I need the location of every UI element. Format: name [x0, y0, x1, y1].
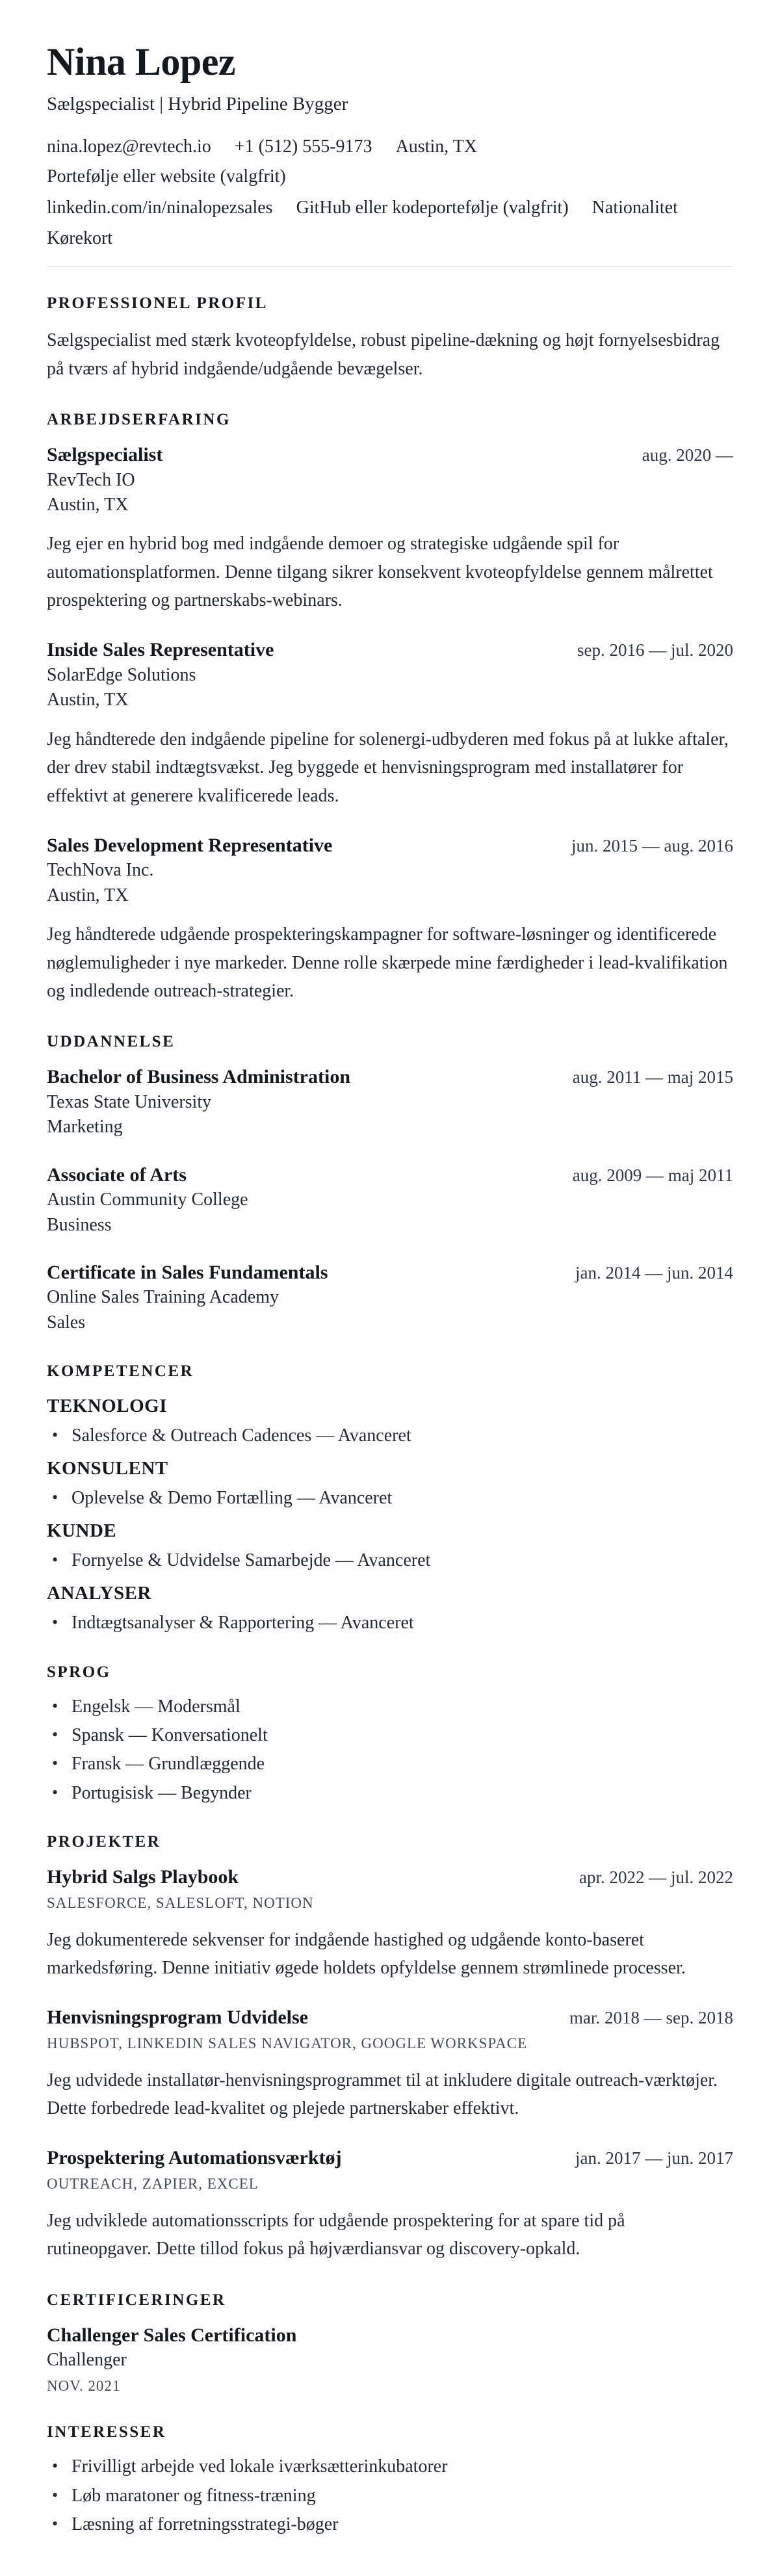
job-dates: jun. 2015 — aug. 2016 [571, 835, 733, 855]
skill-group [47, 1457, 733, 1510]
skill-item: • Oplevelse & Demo Fortælling — Avanceret [47, 1487, 733, 1510]
interest-item: • Løb maratoner og fitness-træning [47, 2484, 733, 2508]
skill-item: • Indtægtsanalyser & Rapportering — Avanceret [47, 1611, 733, 1635]
job-location: Austin, TX [47, 494, 129, 515]
project-entry [47, 1865, 733, 1982]
section-heading-education: UDDANNELSE [47, 1033, 176, 1051]
skill-item: • Salesforce & Outreach Cadences — Avanceret [47, 1424, 733, 1448]
project-entry [47, 2005, 733, 2122]
job-title: Sælgspecialist [47, 444, 163, 466]
education-entry [47, 1163, 733, 1237]
section-heading-interests: INTERESSER [47, 2423, 166, 2441]
experience-entry [47, 638, 733, 809]
project-tools: SALESFORCE, SALESLOFT, NOTION [47, 1894, 314, 1911]
profile-summary: Sælgspecialist med stærk kvoteopfyldelse, robust pipeline-dækning og højt fornyelsesbidrag på tværs af hybrid indgående/udgående bevægelser. [47, 330, 720, 379]
certification-entry [47, 2323, 733, 2396]
education-entry [47, 1065, 733, 1139]
contact-info [47, 135, 733, 251]
resume-headline: Sælgspecialist | Hybrid Pipeline Bygger [47, 94, 348, 114]
field-of-study: Marketing [47, 1117, 123, 1138]
project-title: Henvisningsprogram Udvidelse [47, 2007, 308, 2029]
interest-item: • Frivilligt arbejde ved lokale iværksætterinkubatorer [47, 2455, 733, 2478]
field-of-study: Sales [47, 1312, 86, 1333]
language-item: • Fransk — Grundlæggende [47, 1752, 733, 1776]
skill-list [47, 1487, 733, 1510]
skill-group-name: TEKNOLOGI [47, 1396, 167, 1417]
contact-row-1 [47, 135, 733, 189]
skill-group [47, 1581, 733, 1635]
contact-location: Austin, TX [395, 136, 478, 157]
contact-linkedin: linkedin.com/in/ninalopezsales [47, 198, 273, 218]
project-description: Jeg udvidede installatør-henvisningsprogrammet til at inkludere digitale outreach-værktøjer. Dette forbedrede lead-kvalitet og plejede partnerskaber effektivt. [47, 2070, 718, 2119]
project-dates: jan. 2017 — jun. 2017 [575, 2148, 733, 2168]
job-dates: sep. 2016 — jul. 2020 [577, 640, 733, 660]
section-experience [47, 410, 733, 1005]
certification-issuer: Challenger [47, 2350, 127, 2371]
section-profile [47, 294, 733, 383]
contact-license: Kørekort [47, 228, 113, 248]
section-languages [47, 1663, 733, 1806]
project-tools: OUTREACH, ZAPIER, EXCEL [47, 2175, 259, 2192]
skill-group [47, 1394, 733, 1448]
project-dates: mar. 2018 — sep. 2018 [569, 2008, 733, 2028]
job-company: RevTech IO [47, 469, 135, 490]
interest-list [47, 2455, 733, 2536]
skill-group-name: ANALYSER [47, 1583, 151, 1604]
section-heading-projects: PROJEKTER [47, 1833, 161, 1851]
school-name: Texas State University [47, 1091, 212, 1112]
job-dates: aug. 2020 — [642, 445, 733, 465]
skill-list [47, 1424, 733, 1448]
project-description: Jeg udviklede automationsscripts for udgående prospektering for at spare tid på rutineopgaver. Dette tillod fokus på højværdiansvar og discovery-opkald. [47, 2210, 625, 2259]
skill-list [47, 1549, 733, 1572]
section-interests [47, 2423, 733, 2536]
contact-nationality: Nationalitet [592, 198, 678, 218]
job-location: Austin, TX [47, 885, 129, 905]
job-company: SolarEdge Solutions [47, 664, 196, 685]
project-tools: HUBSPOT, LINKEDIN SALES NAVIGATOR, GOOGLE WORKSPACE [47, 2035, 528, 2051]
education-entry [47, 1260, 733, 1334]
job-title: Sales Development Representative [47, 834, 333, 856]
school-name: Online Sales Training Academy [47, 1287, 279, 1308]
certification-date: NOV. 2021 [47, 2377, 121, 2394]
education-dates: jan. 2014 — jun. 2014 [575, 1262, 733, 1282]
section-certifications [47, 2291, 733, 2396]
contact-row-2 [47, 196, 733, 250]
project-title: Hybrid Salgs Playbook [47, 1866, 239, 1888]
skill-item: • Fornyelse & Udvidelse Samarbejde — Avanceret [47, 1549, 733, 1572]
project-title: Prospektering Automationsværktøj [47, 2147, 342, 2169]
project-description: Jeg dokumenterede sekvenser for indgående hastighed og udgående konto-baseret markedsføring. Denne initiativ øgede holdets opfyldelse gennem strømlinede processer. [47, 1929, 686, 1978]
section-heading-skills: KOMPETENCER [47, 1362, 194, 1381]
job-title: Inside Sales Representative [47, 639, 274, 661]
job-description: Jeg ejer en hybrid bog med indgående demoer og strategiske udgående spil for automationsplatformen. Denne tilgang sikrer konsekvent kvoteopfyldelse gennem målrettet prospektering og partnerskabs-webinars. [47, 534, 713, 611]
job-description: Jeg håndterede den indgående pipeline for solenergi-udbyderen med fokus på at lukke aftaler, der drev stabil indtægtsvækst. Jeg byggede et henvisningsprogram med installatører for effektivt at generere kvalificerede leads. [47, 729, 729, 806]
project-entry [47, 2146, 733, 2263]
skill-list [47, 1611, 733, 1635]
skill-group-name: KUNDE [47, 1520, 117, 1542]
language-item: • Engelsk — Modersmål [47, 1695, 733, 1719]
certification-title: Challenger Sales Certification [47, 2324, 297, 2346]
section-heading-certifications: CERTIFICERINGER [47, 2291, 226, 2309]
contact-email: nina.lopez@revtech.io [47, 136, 211, 157]
language-item: • Spansk — Konversationelt [47, 1724, 733, 1747]
education-dates: aug. 2011 — maj 2015 [572, 1067, 733, 1087]
section-skills [47, 1362, 733, 1635]
skill-group [47, 1519, 733, 1572]
degree-title: Associate of Arts [47, 1164, 187, 1186]
section-heading-profile: PROFESSIONEL PROFIL [47, 294, 268, 313]
job-location: Austin, TX [47, 690, 129, 710]
language-item: • Portugisisk — Begynder [47, 1782, 733, 1805]
contact-website: Portefølje eller website (valgfrit) [47, 166, 286, 187]
interest-item: • Læsning af forretningsstrategi-bøger [47, 2513, 733, 2536]
contact-phone: +1 (512) 555-9173 [234, 136, 372, 157]
section-heading-languages: SPROG [47, 1663, 111, 1681]
education-dates: aug. 2009 — maj 2011 [572, 1165, 733, 1185]
field-of-study: Business [47, 1214, 112, 1235]
skill-group-name: KONSULENT [47, 1458, 168, 1479]
section-education [47, 1032, 733, 1334]
job-company: TechNova Inc. [47, 860, 154, 881]
project-dates: apr. 2022 — jul. 2022 [579, 1867, 733, 1888]
experience-entry [47, 833, 733, 1005]
resume-name: Nina Lopez [47, 40, 236, 83]
job-description: Jeg håndterede udgående prospekteringskampagner for software-løsninger og identificerede nøglemuligheder i nye markeder. Denne rolle skærpede mine færdigheder i lead-kvalifikation og indledende outreach-strategier. [47, 924, 728, 1001]
section-projects [47, 1832, 733, 2263]
experience-entry [47, 443, 733, 614]
degree-title: Certificate in Sales Fundamentals [47, 1261, 328, 1283]
resume-header [47, 40, 733, 267]
school-name: Austin Community College [47, 1190, 248, 1210]
degree-title: Bachelor of Business Administration [47, 1066, 351, 1088]
contact-github: GitHub eller kodeportefølje (valgfrit) [296, 198, 569, 218]
language-list [47, 1695, 733, 1806]
section-heading-experience: ARBEJDSERFARING [47, 411, 231, 429]
header-divider [47, 266, 733, 267]
